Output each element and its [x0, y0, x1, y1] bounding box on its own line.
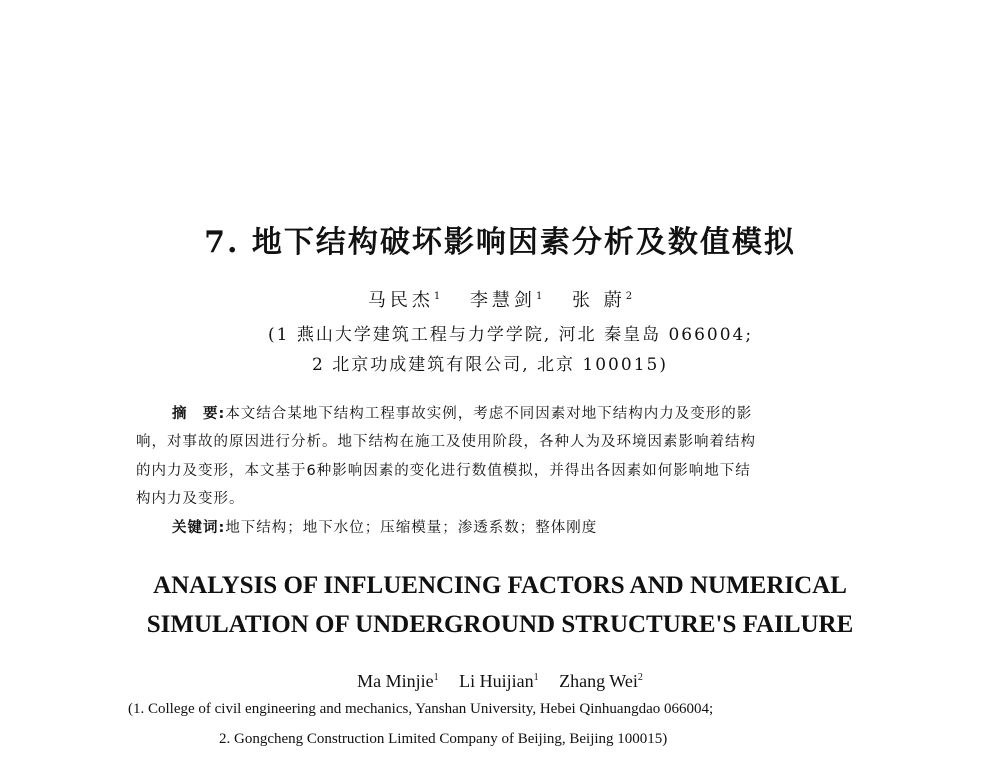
affiliation-en: (1. College of civil engineering and mechanics, Yanshan University, Hebei Qinhuangdao 066004;: [128, 701, 714, 717]
paper-title-en: ANALYSIS OF INFLUENCING FACTORS AND NUMERICAL: [153, 572, 847, 599]
author-name: 马民杰: [367, 290, 434, 311]
author-list-en: [0, 671, 1000, 692]
author-name: Li Huijian: [459, 671, 534, 691]
abstract-text: 本文结合某地下结构工程事故实例，考虑不同因素对地下结构内力及变形的影: [225, 406, 753, 422]
paper-title-cn: 7. 地下结构破坏影响因素分析及数值模拟: [204, 225, 796, 260]
affiliation-cn: 2 北京功成建筑有限公司, 北京 100015): [312, 355, 668, 375]
affiliation-en: 2. Gongcheng Construction Limited Company of Beijing, Beijing 100015): [219, 731, 668, 747]
abstract-line: 响，对事故的原因进行分析。地下结构在施工及使用阶段，各种人为及环境因素影响着结构: [136, 434, 756, 450]
author-name: Zhang Wei: [559, 671, 638, 691]
keywords-text: 地下结构；地下水位；压缩模量；渗透系数；整体刚度: [225, 520, 598, 536]
author-name: 张 蔚: [572, 290, 626, 311]
abstract-line: [172, 402, 752, 423]
author-affil-mark: 2: [625, 291, 633, 302]
author-affil-mark: 1: [433, 672, 439, 683]
author-list-cn: [0, 286, 1000, 312]
author-name: Ma Minjie: [357, 671, 434, 691]
keywords-label: 关键词:: [172, 520, 226, 536]
author-en: [357, 671, 439, 691]
author-cn: [368, 290, 440, 311]
author-affil-mark: 1: [433, 291, 441, 302]
affiliation-cn: (1 燕山大学建筑工程与力学学院, 河北 秦皇岛 066004;: [268, 325, 754, 345]
author-affil-mark: 2: [637, 672, 643, 683]
author-affil-mark: 1: [535, 291, 543, 302]
keywords: [172, 516, 597, 537]
paper-title-en: SIMULATION OF UNDERGROUND STRUCTURE'S FAILURE: [146, 611, 854, 638]
author-cn: [470, 290, 542, 311]
abstract-label: 摘 要:: [172, 406, 226, 422]
author-affil-mark: 1: [533, 672, 539, 683]
author-name: 李慧剑: [469, 290, 536, 311]
author-en: [459, 671, 539, 691]
abstract-line: 构内力及变形。: [136, 491, 245, 507]
author-cn: [572, 290, 632, 311]
author-en: [559, 671, 643, 691]
abstract-line: 的内力及变形，本文基于6种影响因素的变化进行数值模拟，并得出各因素如何影响地下结: [136, 463, 751, 479]
